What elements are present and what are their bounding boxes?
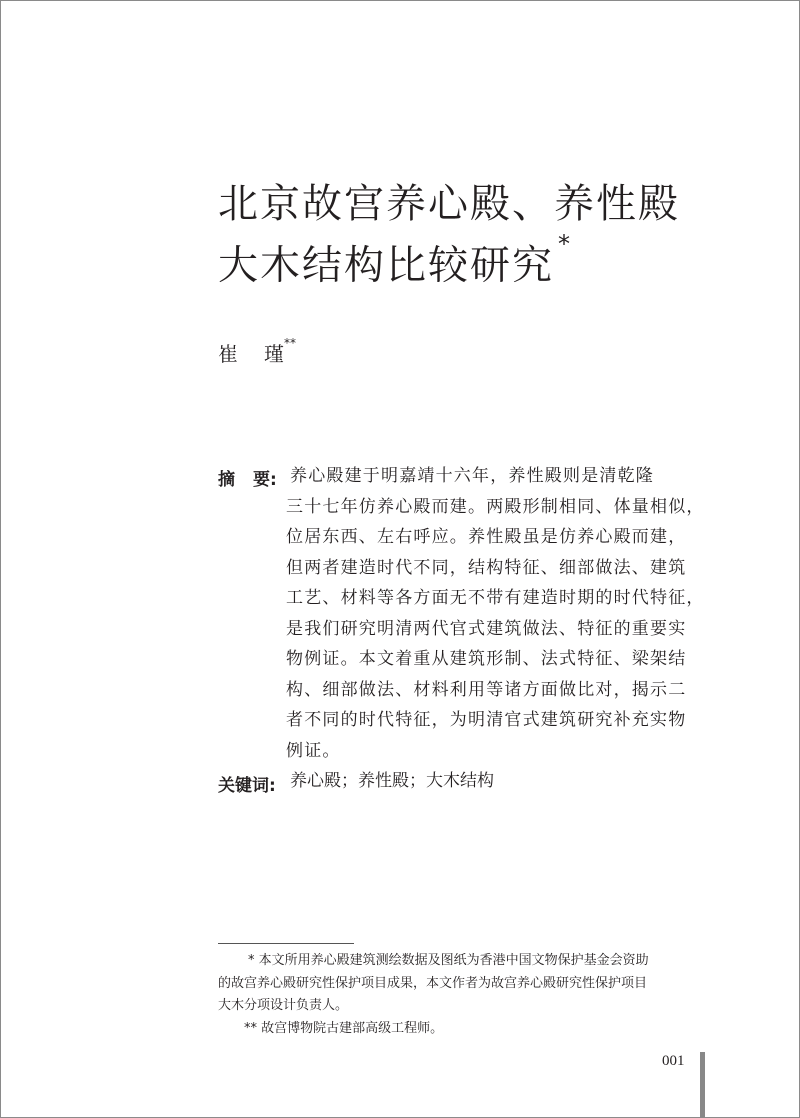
abstract-line: 但两者建造时代不同，结构特征、细部做法、建筑 <box>286 557 687 578</box>
abstract-text <box>286 461 720 766</box>
abstract-line: 者不同的时代特征，为明清官式建筑研究补充实物 <box>286 710 687 730</box>
footnote-1-line-1: * 本文所用养心殿建筑测绘数据及图纸为香港中国文物保护基金会资助 <box>248 953 649 968</box>
page-edge-bar <box>700 1052 705 1118</box>
page-number: 001 <box>662 1053 685 1069</box>
abstract-label-part-2: 要: <box>253 470 277 490</box>
title-footnote-marker: * <box>558 230 572 258</box>
abstract-line: 位居东西、左右呼应。养性殿虽是仿养心殿而建， <box>286 527 687 547</box>
abstract-label-part-1: 摘 <box>218 470 235 490</box>
title-line-2-text: 大木结构比较研究 <box>218 242 554 289</box>
abstract-line: 是我们研究明清两代官式建筑做法、特征的重要实 <box>286 618 687 639</box>
abstract-line: 例证。 <box>286 740 341 761</box>
author-surname: 崔 <box>218 342 238 366</box>
footnote-1-line-3: 大木分项设计负责人。 <box>218 998 349 1013</box>
title-line-2 <box>218 230 738 291</box>
author-given-name: 瑾 <box>264 342 284 366</box>
title-line-1: 北京故宫养心殿、养性殿 <box>218 181 680 227</box>
footnote-1-line-2: 的故宫养心殿研究性保护项目成果，本文作者为故宫养心殿研究性保护项目 <box>218 975 648 991</box>
keywords-text: 养心殿；养性殿；大木结构 <box>290 771 494 791</box>
abstract-label <box>218 465 277 490</box>
abstract-line: 三十七年仿养心殿而建。两殿形制相同、体量相似， <box>286 496 705 517</box>
keywords-label: 关键词: <box>218 776 276 796</box>
author-footnote-marker: ** <box>284 336 296 351</box>
abstract-line: 工艺、材料等各方面无不带有建造时期的时代特征， <box>286 588 705 608</box>
footnote-2: ** 故宫博物院古建部高级工程师。 <box>244 1020 444 1036</box>
author-name <box>218 338 296 367</box>
abstract-line: 物例证。本文着重从建筑形制、法式特征、梁架结 <box>286 649 687 669</box>
abstract-line: 养心殿建于明嘉靖十六年，养性殿则是清乾隆 <box>290 466 654 486</box>
article-title <box>218 178 738 291</box>
footnotes <box>218 950 712 1040</box>
abstract-line: 构、细部做法、材料利用等诸方面做比对，揭示二 <box>286 679 687 700</box>
footnote-divider <box>218 943 354 944</box>
